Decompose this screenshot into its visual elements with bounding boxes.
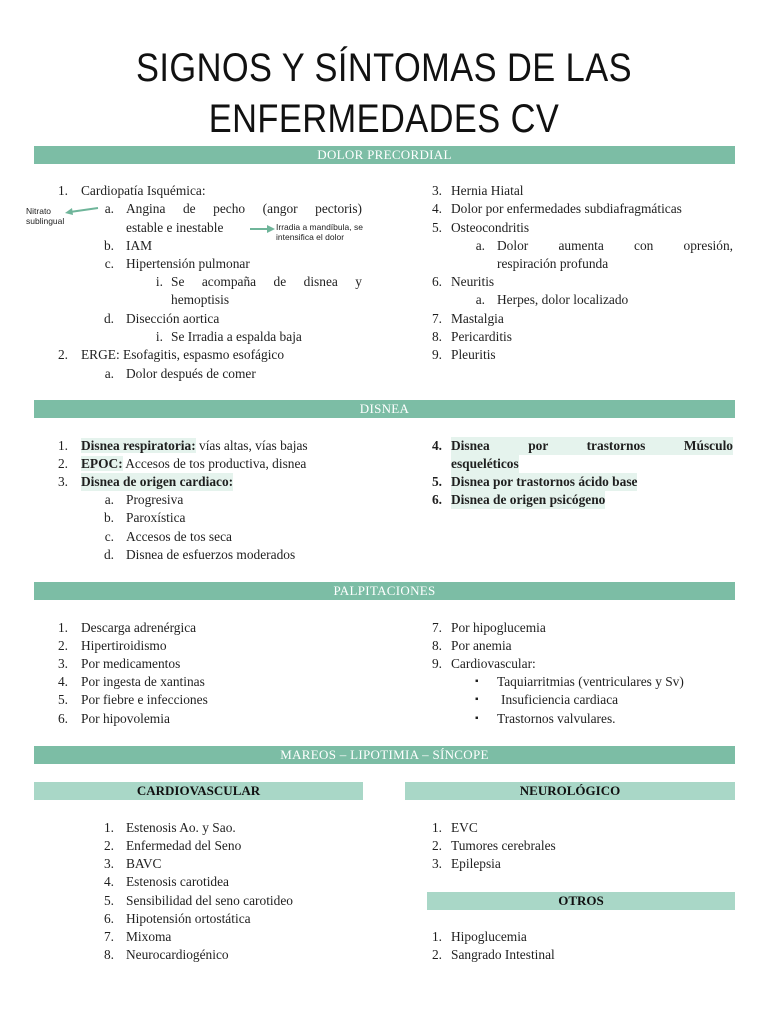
item-text: Pleuritis: [451, 347, 496, 362]
item-text: Dolor aumenta con opresión,: [497, 238, 733, 253]
section-header-mareos: MAREOS – LIPOTIMIA – SÍNCOPE: [34, 746, 735, 764]
item-number: 9.: [431, 347, 442, 362]
list-item: [0, 473, 768, 491]
item-number: 1.: [57, 438, 68, 453]
list-item: [0, 546, 400, 564]
item-text: Hernia Hiatal: [451, 183, 524, 198]
item-letter: b.: [103, 238, 114, 253]
item-text: Estenosis carotidea: [126, 874, 229, 889]
bullet-icon: ▪: [475, 694, 479, 705]
item-number: 5.: [431, 474, 442, 489]
page-title-line2: ENFERMEDADES CV: [208, 97, 560, 141]
item-roman: i.: [155, 274, 163, 289]
item-number: 1.: [431, 929, 442, 944]
item-number: 3.: [431, 183, 442, 198]
list-item: [0, 219, 768, 237]
item-letter: d.: [103, 311, 114, 326]
item-number: 4.: [431, 201, 442, 216]
list-item: [0, 255, 768, 273]
item-number: 3.: [431, 856, 442, 871]
item-number: 2.: [431, 838, 442, 853]
item-number: 9.: [431, 656, 442, 671]
item-letter: b.: [103, 510, 114, 525]
list-item: [0, 946, 768, 964]
item-number: 6.: [431, 274, 442, 289]
list-item: [0, 873, 400, 891]
item-letter: d.: [103, 547, 114, 562]
list-item: [0, 619, 768, 637]
highlight-term: Disnea de origen psicógeno: [451, 492, 606, 507]
list-item: [0, 365, 400, 383]
item-text: Se acompaña de disnea y: [171, 274, 362, 289]
item-text: Angina de pecho (angor pectoris): [126, 201, 362, 216]
item-number: 7.: [431, 311, 442, 326]
item-number: 5.: [103, 893, 114, 908]
highlight-term: Disnea de origen cardiaco:: [81, 474, 234, 489]
item-text: Enfermedad del Seno: [126, 838, 242, 853]
item-text: Cardiopatía Isquémica:: [81, 183, 206, 198]
highlight-term: Disnea por trastornos Músculo: [451, 438, 733, 453]
list-item: [0, 710, 768, 728]
item-text: Insuficiencia cardiaca: [501, 692, 619, 707]
item-number: 2.: [431, 947, 442, 962]
item-text: Por fiebre e infecciones: [81, 692, 208, 707]
item-text: hemoptisis: [171, 292, 230, 307]
item-text: Por medicamentos: [81, 656, 181, 671]
item-number: 3.: [103, 856, 114, 871]
item-text: Se Irradia a espalda baja: [171, 329, 302, 344]
item-number: 2.: [57, 456, 68, 471]
item-text: Osteocondritis: [451, 220, 530, 235]
list-item: [0, 910, 400, 928]
item-number: 1.: [103, 820, 114, 835]
subsection-header-otros: OTROS: [427, 892, 735, 910]
item-text: Epilepsia: [451, 856, 501, 871]
item-number: 5.: [431, 220, 442, 235]
note-line: sublingual: [26, 216, 65, 226]
note-line: Nitrato: [26, 206, 52, 216]
item-text: Descarga adrenérgica: [81, 620, 197, 635]
item-text: Por anemia: [451, 638, 512, 653]
item-number: 2.: [103, 838, 114, 853]
subsection-header-cardiovascular: CARDIOVASCULAR: [34, 782, 363, 800]
list-item: [0, 655, 768, 673]
list-item: [0, 310, 768, 328]
section-header-dolor: DOLOR PRECORDIAL: [34, 146, 735, 164]
item-text: Accesos de tos seca: [126, 529, 232, 544]
item-letter: a.: [475, 238, 485, 253]
list-item: [0, 491, 768, 509]
list-item: [0, 819, 768, 837]
item-letter: a.: [475, 292, 485, 307]
item-number: 5.: [57, 692, 68, 707]
page-title-line1: SIGNOS Y SÍNTOMAS DE LAS: [136, 46, 632, 90]
item-letter: a.: [104, 492, 114, 507]
item-text: Por hipovolemia: [81, 711, 170, 726]
item-number: 8.: [103, 947, 114, 962]
item-number: 1.: [57, 183, 68, 198]
item-text: Dolor por enfermedades subdiafragmáticas: [451, 201, 682, 216]
subsection-header-neurologico: NEUROLÓGICO: [405, 782, 735, 800]
highlight-term: Disnea respiratoria:: [81, 438, 196, 453]
item-number: 6.: [57, 711, 68, 726]
item-number: 4.: [431, 438, 442, 453]
list-item: [0, 273, 768, 291]
item-text: ERGE: Esofagitis, espasmo esofágico: [81, 347, 285, 362]
list-item: [0, 691, 768, 709]
item-text: Sangrado Intestinal: [451, 947, 555, 962]
item-number: 1.: [57, 620, 68, 635]
note-line: Irradia a mandíbula, se: [276, 222, 363, 232]
item-number: 6.: [431, 492, 442, 507]
item-number: 7.: [103, 929, 114, 944]
list-item: [0, 328, 768, 346]
list-item: [0, 528, 400, 546]
item-text: Hipertensión pulmonar: [126, 256, 250, 271]
item-text: IAM: [126, 238, 153, 253]
section-header-disnea: DISNEA: [34, 400, 735, 418]
item-text: EVC: [451, 820, 478, 835]
item-text: Cardiovascular:: [451, 656, 536, 671]
item-number: 3.: [57, 656, 68, 671]
list-item: [0, 673, 768, 691]
item-text: Taquiarritmias (ventriculares y Sv): [497, 674, 684, 689]
item-number: 1.: [431, 820, 442, 835]
item-number: 2.: [57, 347, 68, 362]
item-number: 7.: [431, 620, 442, 635]
item-letter: a.: [104, 201, 114, 216]
list-item: [0, 637, 768, 655]
item-text: Hipertiroidismo: [81, 638, 167, 653]
item-text: Trastornos valvulares.: [497, 711, 616, 726]
highlight-term: Disnea por trastornos ácido base: [451, 474, 638, 489]
list-item: [0, 855, 768, 873]
item-text: Neurocardiogénico: [126, 947, 229, 962]
item-letter: c.: [104, 256, 114, 271]
item-number: 2.: [57, 638, 68, 653]
list-item: [0, 455, 768, 473]
item-text: Hipotensión ortostática: [126, 911, 251, 926]
item-text: Disnea de esfuerzos moderados: [126, 547, 296, 562]
item-number: 8.: [431, 329, 442, 344]
item-text: Mixoma: [126, 929, 172, 944]
item-text: respiración profunda: [497, 256, 609, 271]
item-text: Dolor después de comer: [126, 366, 256, 381]
item-text: Estenosis Ao. y Sao.: [126, 820, 236, 835]
item-text: Pericarditis: [451, 329, 512, 344]
item-text: Por ingesta de xantinas: [81, 674, 205, 689]
item-rest: Accesos de tos productiva, disnea: [122, 456, 307, 471]
item-number: 6.: [103, 911, 114, 926]
item-number: 4.: [57, 674, 68, 689]
item-text: Por hipoglucemia: [451, 620, 546, 635]
item-text: Neuritis: [451, 274, 495, 289]
item-text: Disección aortica: [126, 311, 220, 326]
list-item: [0, 291, 768, 309]
list-item: [0, 346, 768, 364]
highlight-term: esqueléticos: [451, 456, 519, 471]
list-item: [0, 182, 768, 200]
item-text: Mastalgia: [451, 311, 504, 326]
item-text: estable e inestable: [126, 220, 224, 235]
list-item: [0, 437, 768, 455]
list-item: [0, 928, 768, 946]
item-letter: a.: [104, 366, 114, 381]
item-text: Hipoglucemia: [451, 929, 527, 944]
item-text: Herpes, dolor localizado: [497, 292, 629, 307]
list-item: [0, 237, 768, 255]
list-item: [0, 892, 400, 910]
item-number: 8.: [431, 638, 442, 653]
highlight-term: EPOC:: [81, 456, 123, 471]
item-roman: i.: [155, 329, 163, 344]
list-item: [0, 509, 400, 527]
item-number: 4.: [103, 874, 114, 889]
item-text: Sensibilidad del seno carotideo: [126, 893, 293, 908]
item-text: Progresiva: [126, 492, 184, 507]
list-item: [0, 837, 768, 855]
item-text: BAVC: [126, 856, 162, 871]
item-text: Paroxística: [126, 510, 186, 525]
bullet-icon: ▪: [475, 676, 479, 687]
section-header-palpitaciones: PALPITACIONES: [34, 582, 735, 600]
item-letter: c.: [104, 529, 114, 544]
note-line: intensifica el dolor: [276, 232, 345, 242]
bullet-icon: ▪: [475, 713, 479, 724]
item-rest: vías altas, vías bajas: [195, 438, 308, 453]
item-text: Tumores cerebrales: [451, 838, 556, 853]
list-item: [0, 200, 768, 218]
item-number: 3.: [57, 474, 68, 489]
